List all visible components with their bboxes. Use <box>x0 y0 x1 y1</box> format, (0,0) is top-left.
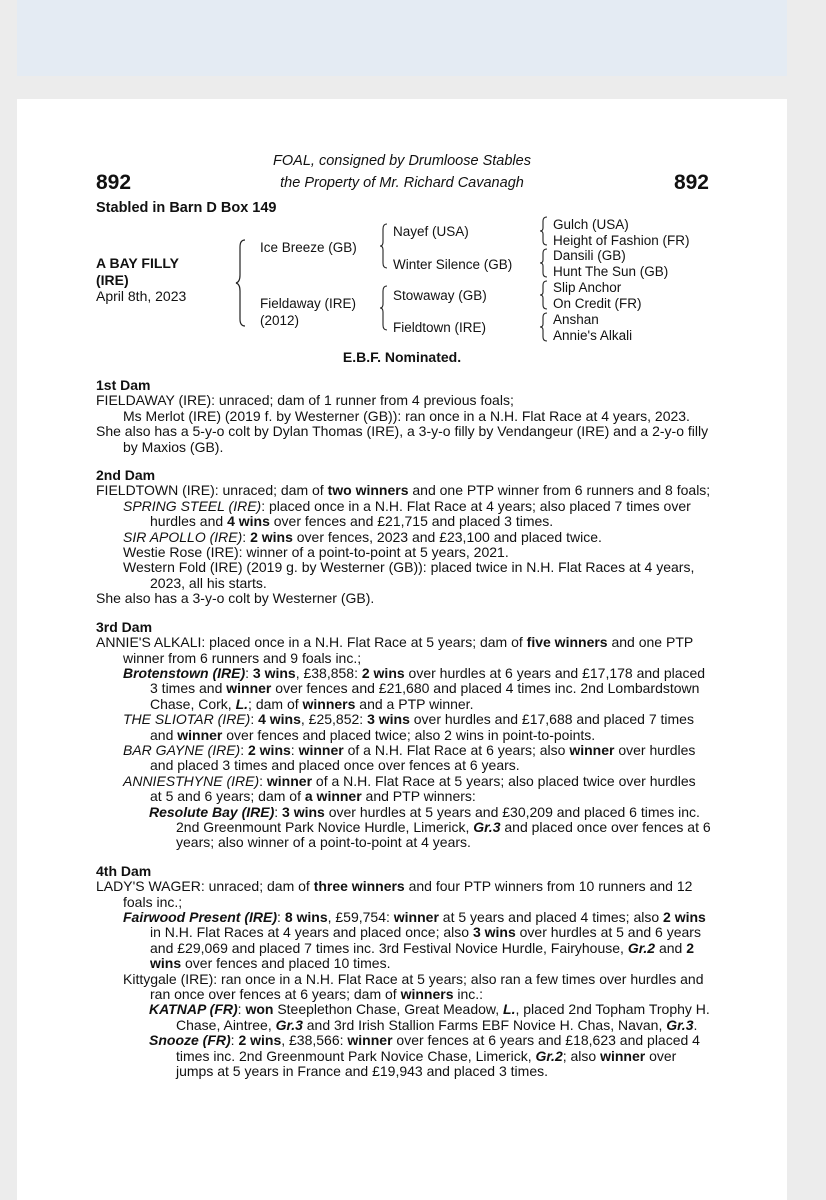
record-text: 2 wins <box>247 741 291 758</box>
record-text: winner <box>266 772 313 789</box>
record-text: : <box>237 1001 246 1018</box>
record-text: , placed 2nd Topham Trophy H. Chase, Aintree, <box>176 1001 710 1033</box>
record-text: Gr.2 <box>627 939 656 956</box>
produce-record <box>96 879 711 910</box>
record-text: SPRING STEEL (IRE) <box>123 497 262 514</box>
record-text: won <box>245 1001 274 1018</box>
record-text: and 3rd Irish Stallion Farms EBF Novice H. Chas, Navan, <box>302 1016 667 1033</box>
record-text: Brotenstown (IRE) <box>123 664 246 681</box>
record-text: Snooze (FR) <box>149 1032 231 1049</box>
dam-produce-records <box>96 378 711 1079</box>
record-text: : <box>290 741 299 758</box>
record-text: of a N.H. Flat Race at 6 years; also <box>343 741 570 758</box>
record-text: winner <box>600 1047 646 1064</box>
dam-sire: Stowaway (GB) <box>393 288 487 303</box>
produce-record <box>96 774 711 805</box>
record-text: Ms Merlot (IRE) (2019 f. by Westerner (GB)): ran once in a N.H. Flat Race at 4 years, 2023. <box>123 407 690 424</box>
record-text: winners <box>302 695 356 712</box>
record-text: over fences and £21,680 and placed 4 times inc. 2nd Lombardstown Chase, Cork, <box>150 680 700 712</box>
record-text: 2 wins <box>663 909 706 925</box>
record-text: Gr.3 <box>473 818 501 835</box>
dam-section <box>96 378 711 455</box>
dam-heading: 3rd Dam <box>96 618 153 635</box>
record-text: 3 wins <box>282 803 325 820</box>
produce-record <box>96 409 711 424</box>
record-text: over hurdles at 5 and 6 years and £29,069 and placed 7 times inc. 3rd Festival Novice Hurdle, Fairyhouse, <box>150 924 701 956</box>
record-text: 2 wins <box>361 664 405 681</box>
record-text: FIELDTOWN (IRE): unraced; dam of <box>96 482 328 499</box>
produce-record <box>96 972 711 1003</box>
record-text: Fairwood Present (IRE) <box>123 909 278 925</box>
dam-foaled-year: (2012) <box>260 313 300 328</box>
record-text: over fences at 6 years and £18,623 and placed 4 times inc. 2nd Greenmount Park Novice Chase, Limerick, <box>176 1032 700 1064</box>
dam-section <box>96 468 711 607</box>
record-text: Western Fold (IRE) (2019 g. by Westerner (GB)): placed twice in N.H. Flat Races at 4 years, 2023, all his starts. <box>123 559 695 591</box>
record-text: in N.H. Flat Races at 4 years and placed once; also <box>150 924 473 941</box>
catalogue-page <box>17 99 787 1200</box>
record-text: THE SLIOTAR (IRE) <box>123 711 251 728</box>
record-text: , £38,858: <box>295 664 362 681</box>
record-text: 2 wins <box>150 939 694 972</box>
ggs-1: Gulch (USA) <box>553 217 629 232</box>
record-text: : <box>259 772 267 789</box>
record-text: ; dam of <box>248 695 303 712</box>
record-text: 2 wins <box>250 528 293 545</box>
record-text: 8 wins <box>284 909 328 925</box>
sire-dam: Winter Silence (GB) <box>393 257 513 272</box>
lot-number-left: 892 <box>96 171 132 194</box>
record-text: over hurdles at 5 years and £30,209 and placed 6 times inc. 2nd Greenmount Park Novice Hurdle, Limerick, <box>176 803 700 835</box>
record-text: and one PTP winner from 6 runners and 8 foals; <box>408 482 711 499</box>
produce-record <box>96 910 711 972</box>
sire-sire: Nayef (USA) <box>393 224 469 239</box>
record-text: Gr.2 <box>535 1047 563 1064</box>
horse-name: A BAY FILLY <box>96 255 179 271</box>
record-text: and one PTP winner from 6 runners and 9 foals inc.; <box>123 634 693 666</box>
record-text: and PTP winners: <box>361 788 476 805</box>
record-text: winner <box>393 909 439 925</box>
produce-record <box>96 499 711 530</box>
produce-record <box>96 393 711 408</box>
record-text: 2 wins <box>238 1032 282 1049</box>
produce-record <box>96 1002 711 1033</box>
record-text: Steeplethon Chase, Great Meadow, <box>273 1001 504 1018</box>
ggs-4: Anshan <box>553 312 599 327</box>
foaling-date: April 8th, 2023 <box>96 288 187 304</box>
record-text: L. <box>235 695 249 712</box>
produce-record <box>96 560 711 591</box>
pedigree-brace-main <box>235 239 247 327</box>
produce-record <box>96 530 711 545</box>
record-text: two winners <box>327 482 409 499</box>
record-text: and <box>655 939 687 956</box>
record-text: : <box>274 803 283 820</box>
record-text: over fences and placed 10 times. <box>181 955 391 972</box>
record-text: over hurdles at 6 years and £17,178 and placed 3 times and <box>150 664 706 697</box>
record-text: : <box>245 664 253 681</box>
record-text: three winners <box>313 878 405 895</box>
ggd-3: On Credit (FR) <box>553 296 642 311</box>
record-text: Gr.3 <box>275 1016 303 1033</box>
record-text: at 5 years and placed 4 times; also <box>438 909 664 925</box>
dam-dam: Fieldtown (IRE) <box>393 320 487 335</box>
record-text: ANNIESTHYNE (IRE) <box>123 772 260 789</box>
ggs-2: Dansili (GB) <box>553 248 626 263</box>
lot-number-right: 892 <box>673 171 709 194</box>
ggd-4: Annie's Alkali <box>553 328 633 343</box>
record-text: winner <box>298 741 344 758</box>
stabled-location: Stabled in Barn D Box 149 <box>96 200 277 216</box>
record-text: over hurdles and placed 3 times and placed once over fences at 6 years. <box>150 741 696 774</box>
record-text: Resolute Bay (IRE) <box>149 803 275 820</box>
pedigree-brace-sire <box>379 223 389 269</box>
ggd-1: Height of Fashion (FR) <box>553 233 690 248</box>
produce-record <box>96 805 711 851</box>
record-text: winner <box>226 680 272 697</box>
record-text: 3 wins <box>472 924 516 941</box>
record-text: LADY'S WAGER: unraced; dam of <box>96 878 314 895</box>
ebf-nomination: E.B.F. Nominated. <box>342 349 462 365</box>
dam: Fieldaway (IRE) <box>260 296 357 311</box>
dam-heading: 4th Dam <box>96 862 152 879</box>
consignor-line: FOAL, consigned by Drumloose Stables <box>273 153 531 169</box>
record-text: , £38,566: <box>281 1032 348 1049</box>
record-text: KATNAP (FR) <box>149 1001 238 1018</box>
record-text: and a PTP winner. <box>355 695 474 712</box>
record-text: over fences and £21,715 and placed 3 times. <box>269 513 554 530</box>
record-text: winner <box>569 741 615 758</box>
record-text: and four PTP winners from 10 runners and 12 foals inc.; <box>123 878 693 910</box>
record-text: SIR APOLLO (IRE) <box>123 528 243 545</box>
produce-record <box>96 635 711 666</box>
ggd-2: Hunt The Sun (GB) <box>553 264 669 279</box>
produce-record <box>96 483 711 498</box>
pedigree-brace-g4 <box>539 312 549 342</box>
record-text: Kittygale (IRE): ran once in a N.H. Flat Race at 5 years; also ran a few times over hurdles and ran once over fences at 6 years; dam of <box>123 970 704 1003</box>
produce-record <box>96 1033 711 1079</box>
produce-record <box>96 545 711 560</box>
record-text: , £59,754: <box>327 909 394 925</box>
record-text: BAR GAYNE (IRE) <box>123 741 241 758</box>
record-text: : <box>230 1032 239 1049</box>
record-text: 3 wins <box>367 711 410 728</box>
record-text: over fences, 2023 and £23,100 and placed twice. <box>292 528 602 545</box>
record-text: 4 wins <box>227 513 270 530</box>
record-text: winners <box>400 986 454 1003</box>
top-banner <box>17 0 787 76</box>
pedigree-brace-g3 <box>539 280 549 310</box>
record-text: Westie Rose (IRE): winner of a point-to-point at 5 years, 2021. <box>123 544 509 561</box>
record-text: and placed once over fences at 6 years; also winner of a point-to-point at 4 years. <box>176 818 711 851</box>
record-text: Gr.3 <box>666 1016 694 1033</box>
record-text: : <box>240 741 248 758</box>
produce-record <box>96 424 711 455</box>
record-text: : placed once in a N.H. Flat Race at 4 years; also placed 7 times over hurdles and <box>150 497 691 530</box>
record-text: : <box>277 909 285 925</box>
record-text: inc.: <box>453 986 484 1003</box>
record-text: over fences and placed twice; also 2 wins in point-to-points. <box>222 726 596 743</box>
dam-heading: 1st Dam <box>96 377 151 393</box>
record-text: 3 wins <box>252 664 296 681</box>
record-text: over jumps at 5 years in France and £19,943 and placed 3 times. <box>176 1047 677 1080</box>
sire: Ice Breeze (GB) <box>260 240 357 255</box>
horse-country: (IRE) <box>96 272 129 288</box>
record-text: : <box>250 711 259 728</box>
record-text: She also has a 5-y-o colt by Dylan Thomas (IRE), a 3-y-o filly by Vendangeur (IRE) and a 2-y-o filly by Maxios (GB). <box>96 423 709 455</box>
record-text: 4 wins <box>258 711 301 728</box>
pedigree-brace-dam <box>379 285 389 331</box>
produce-record <box>96 591 711 606</box>
record-text: five winners <box>526 634 608 651</box>
ggs-3: Slip Anchor <box>553 280 622 295</box>
record-text: winner <box>347 1032 393 1049</box>
pedigree-brace-g1 <box>539 216 549 246</box>
dam-heading: 2nd Dam <box>96 467 156 484</box>
produce-record <box>96 743 711 774</box>
record-text: L. <box>503 1001 516 1018</box>
record-text: ANNIE'S ALKALI: placed once in a N.H. Flat Race at 5 years; dam of <box>96 634 527 651</box>
record-text: , £25,852: <box>300 711 368 728</box>
pedigree-brace-g2 <box>539 248 549 278</box>
record-text: of a N.H. Flat Race at 5 years; also placed twice over hurdles at 5 and 6 years; dam of <box>150 772 696 805</box>
property-line: the Property of Mr. Richard Cavanagh <box>280 175 524 191</box>
record-text: She also has a 3-y-o colt by Westerner (GB). <box>96 590 375 607</box>
record-text: over hurdles and £17,688 and placed 7 times and <box>150 711 694 743</box>
record-text: ; also <box>562 1047 601 1064</box>
produce-record <box>96 666 711 712</box>
record-text: . <box>693 1016 698 1033</box>
record-text: winner <box>177 726 223 743</box>
record-text: : <box>242 528 251 545</box>
dam-section <box>96 864 711 1080</box>
record-text: a winner <box>304 788 362 805</box>
dam-section <box>96 620 711 851</box>
record-text: FIELDAWAY (IRE): unraced; dam of 1 runner from 4 previous foals; <box>96 392 514 409</box>
produce-record <box>96 712 711 743</box>
